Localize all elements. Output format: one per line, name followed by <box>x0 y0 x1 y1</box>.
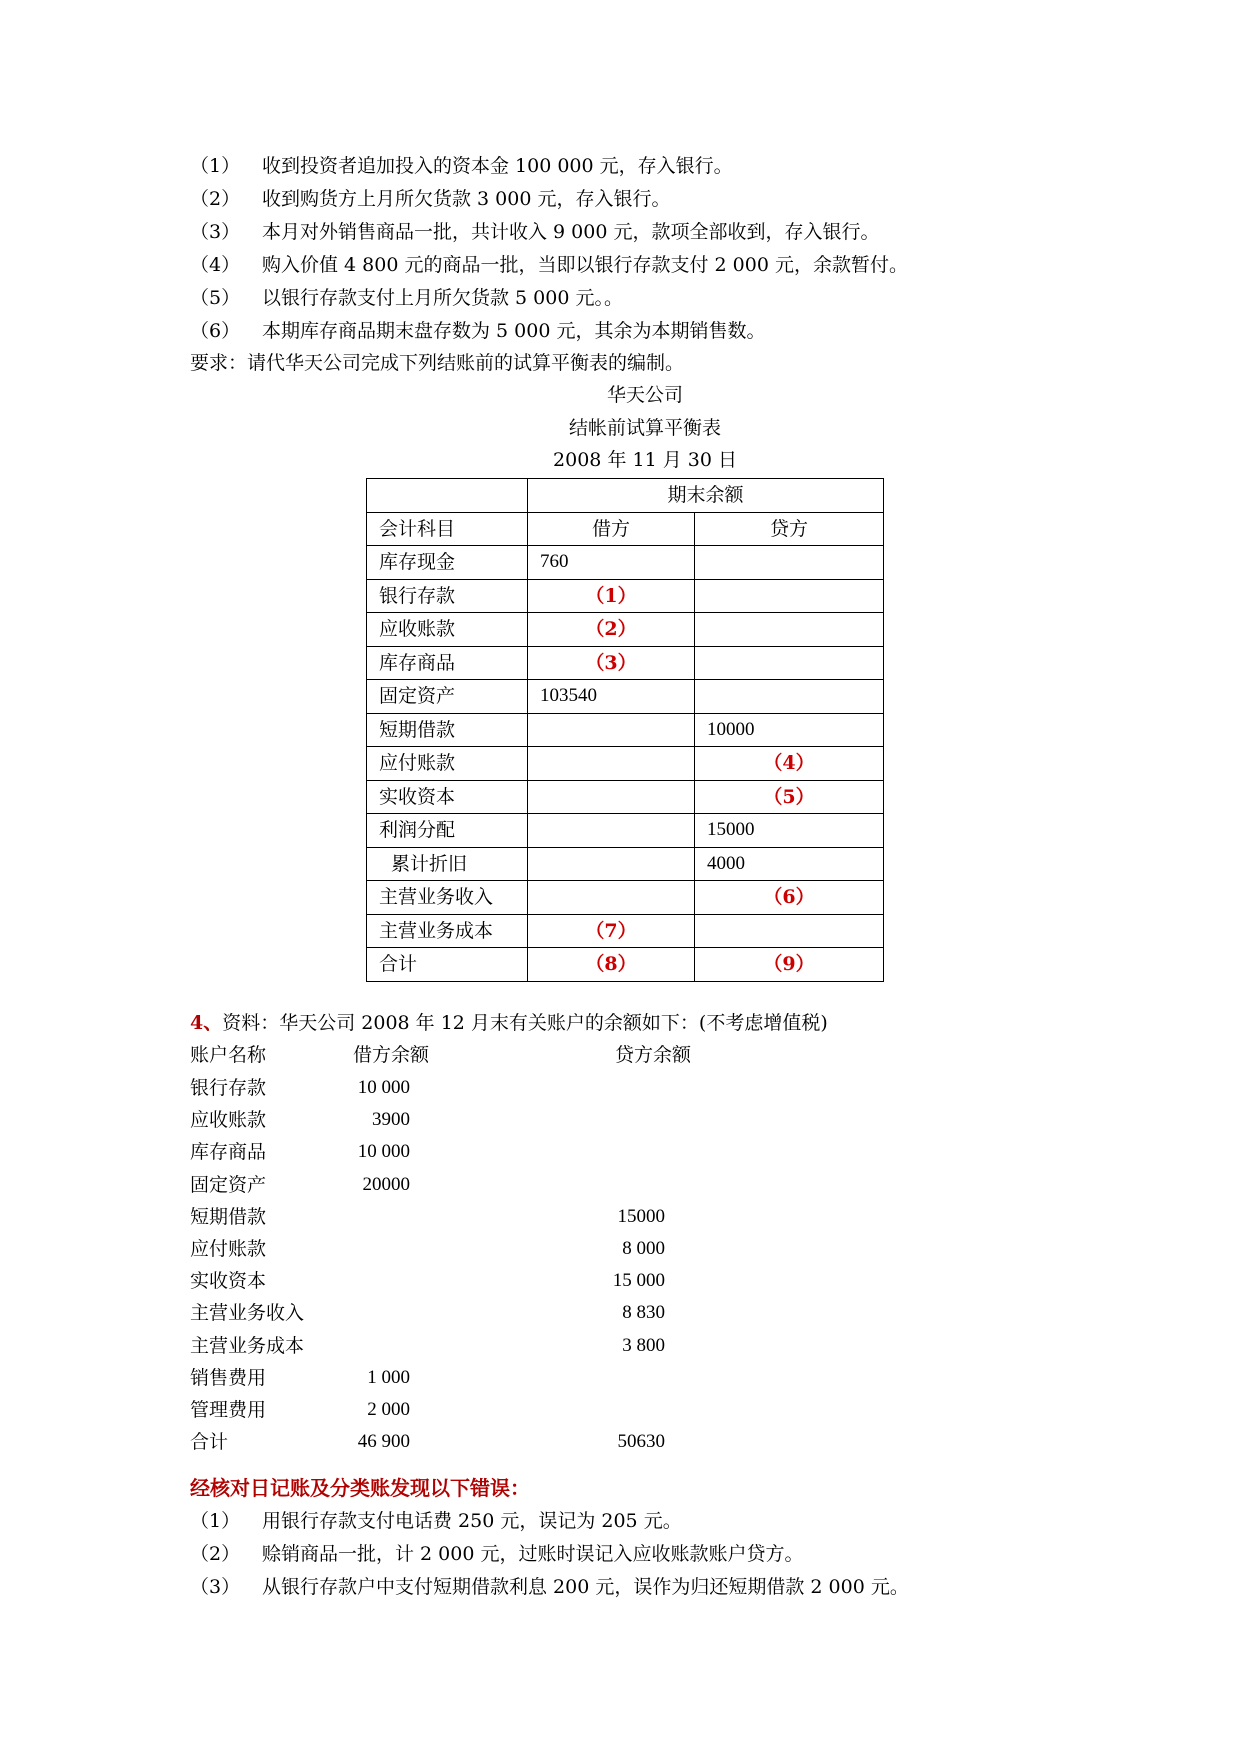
table-row <box>367 780 884 814</box>
account-cell: 累计折旧 <box>367 847 528 881</box>
transaction-text: 购入价值 4 800 元的商品一批，当即以银行存款支付 2 000 元，余款暂付。 <box>262 254 908 276</box>
transaction-number: （4） <box>190 254 241 276</box>
transaction-text: 本期库存商品期末盘存数为 5 000 元，其余为本期销售数。 <box>262 320 766 342</box>
ledger-account-name: 销售费用 <box>190 1366 267 1389</box>
credit-cell: 15000 <box>695 814 884 848</box>
debit-cell: 103540 <box>528 680 695 714</box>
debit-cell <box>528 747 695 781</box>
q4-intro: 资料：华天公司 2008 年 12 月末有关账户的余额如下：(不考虑增值税) <box>222 1012 828 1034</box>
ledger-debit-value: 46 900 <box>357 1431 410 1453</box>
q4-intro-line <box>190 1011 828 1035</box>
credit-cell: （9） <box>695 948 884 982</box>
transaction-text: 收到购货方上月所欠货款 3 000 元，存入银行。 <box>262 188 671 210</box>
transaction-item <box>190 286 623 310</box>
error-number: （2） <box>190 1543 241 1565</box>
ledger-account-name: 短期借款 <box>190 1205 267 1228</box>
header-debit: 借方 <box>528 512 695 546</box>
transaction-number: （2） <box>190 188 241 210</box>
transaction-number: （6） <box>190 320 241 342</box>
ledger-account-name: 应付账款 <box>190 1238 267 1260</box>
debit-cell <box>528 780 695 814</box>
account-cell: 短期借款 <box>367 713 528 747</box>
ledger-debit-value: 10 000 <box>357 1077 410 1098</box>
table-row <box>367 680 884 714</box>
transaction-item <box>190 253 908 277</box>
trial-balance-table <box>366 478 884 982</box>
account-cell: 库存商品 <box>367 646 528 680</box>
table-name: 结帐前试算平衡表 <box>568 417 721 439</box>
error-item <box>190 1509 682 1533</box>
ledger-debit-value: 3900 <box>372 1109 410 1131</box>
table-row <box>367 613 884 647</box>
credit-cell <box>695 646 884 680</box>
debit-cell: （1） <box>528 579 695 613</box>
table-company: 华天公司 <box>606 384 683 406</box>
ledger-debit-value: 2 000 <box>367 1399 410 1420</box>
error-text: 从银行存款户中支付短期借款利息 200 元，误作为归还短期借款 2 000 元。 <box>262 1576 909 1598</box>
debit-cell <box>528 814 695 848</box>
ledger-account-name: 管理费用 <box>190 1399 267 1421</box>
q4-number: 4、 <box>190 1012 223 1034</box>
ledger-account-name: 库存商品 <box>190 1141 267 1164</box>
table-row <box>367 881 884 915</box>
header-account: 会计科目 <box>367 512 528 546</box>
ledger-credit-value: 50630 <box>617 1431 665 1453</box>
credit-cell <box>695 613 884 647</box>
ledger-credit-value: 8 000 <box>622 1238 665 1259</box>
table-row <box>367 914 884 948</box>
error-heading: 经核对日记账及分类账发现以下错误： <box>190 1476 530 1500</box>
credit-cell <box>695 680 884 714</box>
requirement-text: 要求：请代华天公司完成下列结账前的试算平衡表的编制。 <box>190 352 685 374</box>
header-period-balance: 期末余额 <box>528 479 884 513</box>
ledger-credit-value: 15 000 <box>612 1270 665 1292</box>
debit-cell <box>528 881 695 915</box>
ledger-account-name: 实收资本 <box>190 1270 267 1293</box>
transaction-text: 本月对外销售商品一批，共计收入 9 000 元，款项全部收到，存入银行。 <box>262 221 880 243</box>
credit-cell <box>695 546 884 580</box>
table-header-row <box>367 479 884 513</box>
ledger-col-name: 账户名称 <box>190 1044 267 1066</box>
credit-cell: 10000 <box>695 713 884 747</box>
transaction-item <box>190 154 733 178</box>
transaction-item <box>190 220 880 244</box>
table-date: 2008 年 11 月 30 日 <box>553 449 737 471</box>
ledger-debit-value: 10 000 <box>357 1141 410 1163</box>
ledger-debit-value: 20000 <box>362 1173 410 1195</box>
ledger-account-name: 合计 <box>190 1431 229 1454</box>
credit-cell: （6） <box>695 881 884 915</box>
account-cell: 应收账款 <box>367 613 528 647</box>
account-cell: 主营业务成本 <box>367 914 528 948</box>
transaction-text: 以银行存款支付上月所欠货款 5 000 元。。 <box>262 287 623 309</box>
account-cell: 利润分配 <box>367 814 528 848</box>
table-row <box>367 646 884 680</box>
table-row <box>367 579 884 613</box>
debit-cell: 760 <box>528 546 695 580</box>
error-text: 用银行存款支付电话费 250 元，误记为 205 元。 <box>262 1510 682 1532</box>
table-row <box>367 747 884 781</box>
debit-cell: （3） <box>528 646 695 680</box>
ledger-account-name: 应收账款 <box>190 1109 267 1132</box>
ledger-account-name: 主营业务收入 <box>190 1302 305 1325</box>
credit-cell: 4000 <box>695 847 884 881</box>
error-item <box>190 1575 909 1599</box>
account-cell: 库存现金 <box>367 546 528 580</box>
transaction-item <box>190 319 766 343</box>
ledger-account-name: 固定资产 <box>190 1173 267 1196</box>
ledger-account-name: 银行存款 <box>190 1077 267 1099</box>
table-row <box>367 546 884 580</box>
debit-cell: （7） <box>528 914 695 948</box>
debit-cell: （8） <box>528 948 695 982</box>
account-cell: 主营业务收入 <box>367 881 528 915</box>
ledger-col-debit: 借方余额 <box>353 1044 430 1066</box>
table-row <box>367 948 884 982</box>
ledger-credit-value: 8 830 <box>622 1302 665 1324</box>
ledger-debit-value: 1 000 <box>367 1366 410 1388</box>
account-cell: 实收资本 <box>367 780 528 814</box>
ledger-col-credit: 贷方余额 <box>615 1044 692 1066</box>
error-number: （3） <box>190 1576 241 1598</box>
table-row <box>367 814 884 848</box>
debit-cell <box>528 713 695 747</box>
account-cell: 银行存款 <box>367 579 528 613</box>
transaction-number: （1） <box>190 155 241 177</box>
transaction-item <box>190 187 671 211</box>
error-item <box>190 1542 804 1566</box>
account-cell: 合计 <box>367 948 528 982</box>
table-row <box>367 847 884 881</box>
ledger-account-name: 主营业务成本 <box>190 1334 305 1357</box>
header-empty-cell <box>367 479 528 513</box>
table-row <box>367 713 884 747</box>
transaction-number: （3） <box>190 221 241 243</box>
credit-cell: （5） <box>695 780 884 814</box>
account-cell: 固定资产 <box>367 680 528 714</box>
header-credit: 贷方 <box>695 512 884 546</box>
account-cell: 应付账款 <box>367 747 528 781</box>
transaction-number: （5） <box>190 287 241 309</box>
credit-cell <box>695 914 884 948</box>
credit-cell <box>695 579 884 613</box>
debit-cell: （2） <box>528 613 695 647</box>
ledger-credit-value: 3 800 <box>622 1334 665 1356</box>
table-header-row <box>367 512 884 546</box>
debit-cell <box>528 847 695 881</box>
ledger-credit-value: 15000 <box>617 1205 665 1227</box>
transaction-text: 收到投资者追加投入的资本金 100 000 元，存入银行。 <box>262 155 733 177</box>
credit-cell: （4） <box>695 747 884 781</box>
error-number: （1） <box>190 1510 241 1532</box>
error-text: 赊销商品一批，计 2 000 元，过账时误记入应收账款账户贷方。 <box>262 1543 804 1565</box>
